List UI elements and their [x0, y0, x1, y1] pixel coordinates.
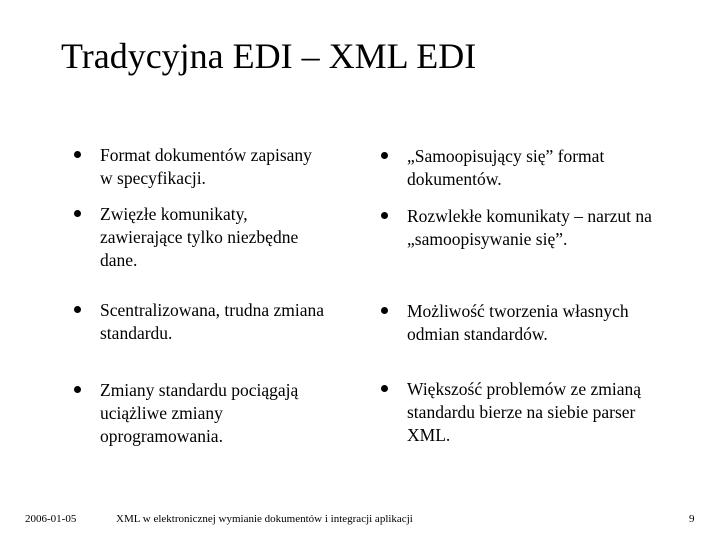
right-bullet-2 [381, 205, 671, 251]
right-bullet-3-text: Możliwość tworzenia własnych odmian standardów. [407, 301, 629, 344]
left-bullet-2 [74, 203, 332, 272]
footer-date: 2006-01-05 [25, 513, 77, 525]
left-bullet-4-text: Zmiany standardu pociągają uciążliwe zmiany oprogramowania. [100, 380, 299, 446]
left-bullet-1 [74, 144, 314, 190]
footer-title: XML w elektronicznej wymianie dokumentów i integracji aplikacji [116, 513, 413, 525]
right-bullet-4 [381, 378, 646, 447]
right-bullet-2-text: Rozwlekłe komunikaty – narzut na „samoopisywanie się”. [407, 206, 652, 249]
left-bullet-3 [74, 299, 366, 345]
left-bullet-4 [74, 379, 336, 448]
right-bullet-1 [381, 145, 656, 191]
left-bullet-2-text: Zwięzłe komunikaty, zawierające tylko niezbędne dane. [100, 204, 299, 270]
bullet-icon [381, 152, 388, 159]
bullet-icon [74, 306, 81, 313]
page-number: 9 [689, 513, 695, 525]
right-bullet-1-text: „Samoopisujący się” format dokumentów. [407, 146, 605, 189]
bullet-icon [74, 210, 81, 217]
bullet-icon [381, 385, 388, 392]
right-bullet-3 [381, 300, 671, 346]
bullet-icon [74, 386, 81, 393]
bullet-icon [381, 307, 388, 314]
left-bullet-1-text: Format dokumentów zapisany w specyfikacji. [100, 145, 312, 188]
right-bullet-4-text: Większość problemów ze zmianą standardu bierze na siebie parser XML. [407, 379, 641, 445]
left-bullet-3-text: Scentralizowana, trudna zmiana standardu. [100, 300, 324, 343]
bullet-icon [381, 212, 388, 219]
slide-title: Tradycyjna EDI – XML EDI [61, 36, 477, 76]
bullet-icon [74, 151, 81, 158]
